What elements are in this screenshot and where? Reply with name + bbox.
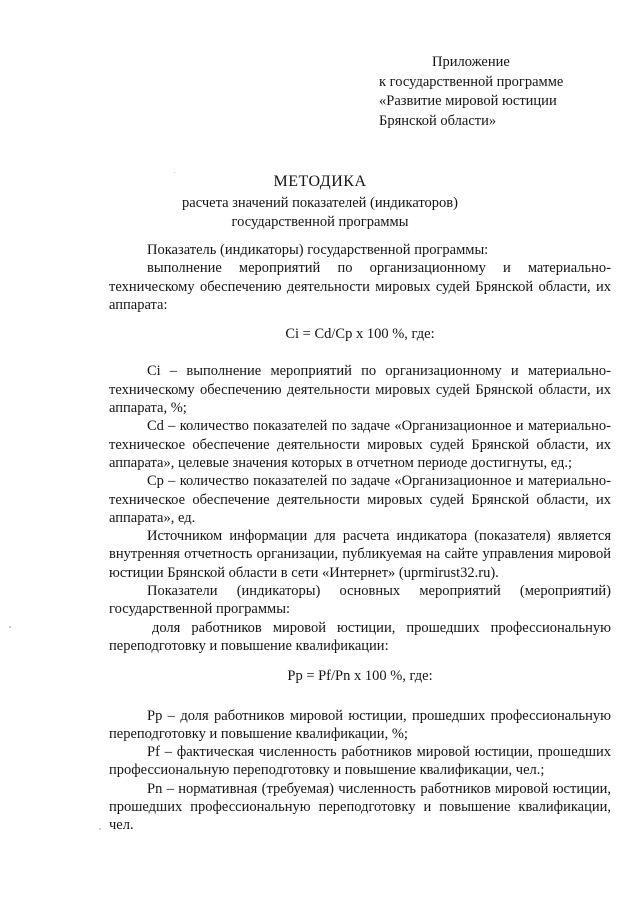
paragraph-pp-definition: Pp – доля работников мировой юстиции, прошедших профессиональную переподготовку и повышение квалификации, %; bbox=[109, 707, 611, 742]
formula-ci: Ci = Cd/Cp x 100 %, где: bbox=[285, 326, 435, 343]
annex-header bbox=[379, 53, 563, 131]
paragraph-pf-definition: Pf – фактическая численность работников мировой юстиции, прошедших профессиональную переподготовку и повышение квалификации, чел.; bbox=[109, 744, 611, 779]
paragraph-indicator-1: выполнение мероприятий по организационному и материально-техническому обеспечению деятельности мировых судей Брянской области, их аппарата: bbox=[109, 260, 611, 313]
scan-speck bbox=[174, 172, 175, 173]
document-title: МЕТОДИКА bbox=[273, 173, 367, 190]
paragraph-ci-definition: Ci – выполнение мероприятий по организационному и материально-техническому обеспечению деятельности мировых судей Брянской области, их аппарата, %; bbox=[109, 363, 611, 417]
paragraph-indicators-intro: Показатель (индикаторы) государственной программы: bbox=[147, 242, 489, 258]
annex-line-4: Брянской области» bbox=[379, 112, 497, 129]
scan-speck bbox=[99, 828, 101, 830]
annex-line-3: «Развитие мировой юстиции bbox=[379, 93, 557, 109]
subtitle-line-2: государственной программы bbox=[231, 213, 409, 230]
annex-line-2: к государственной программе bbox=[379, 73, 564, 90]
document-subtitle bbox=[0, 194, 640, 231]
scan-speck bbox=[9, 626, 11, 628]
paragraph-source: Источником информации для расчета индикатора (показателя) является внутренняя отчетность организации, публикуемая на сайте управления мировой юстиции Брянской области в сети «Интернет» (uprmirust32.ru). bbox=[109, 528, 611, 581]
annex-line-1: Приложение bbox=[432, 54, 510, 70]
paragraph-cp-definition: Cp – количество показателей по задаче «Организационное и материально-техническое обеспечение деятельности мировых судей Брянской области, их аппарата», ед. bbox=[109, 473, 611, 526]
paragraph-cd-definition: Cd – количество показателей по задаче «Организационное и материально-техническое обеспечение деятельности мировых судей Брянской области, их аппарата», целевые значения которых в отчетном периоде достигнуты, ед.; bbox=[109, 418, 611, 471]
formula-pp: Pp = Pf/Pn x 100 %, где: bbox=[287, 668, 433, 685]
paragraph-indicator-2: доля работников мировой юстиции, прошедших профессиональную переподготовку и повышение квалификации: bbox=[109, 619, 611, 654]
paragraph-main-activities: Показатели (индикаторы) основных мероприятий (мероприятий) государственной программы: bbox=[109, 583, 611, 618]
document-body bbox=[109, 241, 611, 835]
subtitle-line-1: расчета значений показателей (индикаторов) bbox=[182, 195, 458, 211]
paragraph-pn-definition: Pn – нормативная (требуемая) численность работников мировой юстиции, прошедших профессиональную переподготовку и повышение квалификации, чел. bbox=[109, 780, 611, 834]
